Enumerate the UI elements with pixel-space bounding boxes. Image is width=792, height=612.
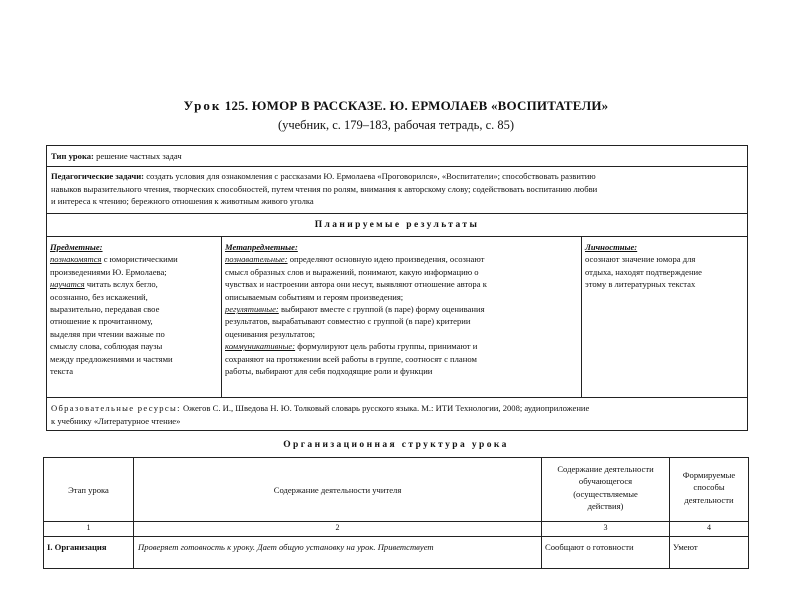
subject-results [50,241,220,377]
subject-line: текста [50,366,74,377]
col-header-teacher: Содержание деятельности учителя [273,485,402,495]
lesson-title-text: 125. ЮМОР В РАССКАЗЕ. Ю. ЕРМОЛАЕВ «ВОСПИТАТЕЛИ» [224,98,609,113]
subject-results-header: Предметные: [50,242,103,252]
meta-line: коммуникативные: формулируют цель работы группы, принимают и [225,341,478,352]
structure-heading: Организационная структура урока [283,440,509,450]
subject-line: произведениями Ю. Ермолаева; [50,266,167,277]
meta-line: описываемым событиям и героям произведения; [225,291,404,302]
lesson-subtitle: (учебник, с. 179–183, рабочая тетрадь, с. 85) [277,118,515,132]
planned-results-table [46,236,748,398]
lesson-title-word: Урок [183,98,222,113]
personal-results [585,241,747,291]
meta-line: смысл образных слов и выражений, понимают, какую информацию о [225,266,479,277]
col-header-skills: Формируемые способы деятельности [682,470,736,505]
results-divider-2 [581,237,582,397]
col-header-stage: Этап урока [68,485,109,495]
row-student-activity: Сообщают о готовности [545,542,634,552]
subject-line: смыслу слова, соблюдая паузы [50,341,163,352]
personal-results-header: Личностные: [585,242,638,252]
structure-table [43,457,749,569]
col-number: 3 [603,523,608,532]
pedagogical-tasks-text-3: и интереса к чтению; бережного отношения к животным живого уголка [51,196,314,207]
meta-line: регулятивные: выбирают вместе с группой (в паре) форму оценивания [225,304,485,315]
meta-line: чувствах и настроении автора они несут, выявляют отношение автора к [225,279,487,290]
subject-line: выделяя при чтении важные по [50,328,165,339]
subject-line: отношение к прочитанному, [50,316,153,327]
row-teacher-activity: Проверяет готовность к уроку. Дает общую установку на урок. Приветствует [138,542,434,552]
col-number: 4 [707,523,711,532]
results-divider-1 [221,237,222,397]
meta-line: оценивания результатов; [225,328,316,339]
meta-line: познавательные: определяют основную идею произведения, осознают [225,254,485,265]
pedagogical-tasks-label: Педагогические задачи: [51,171,145,181]
col-number: 1 [86,523,91,532]
structure-numbers-divider [44,536,748,537]
lesson-title [0,98,792,114]
subject-line: выразительно, передавая свое [50,304,160,315]
meta-line: сохраняют на протяжении всей работы в группе, соотносят с планом [225,353,477,364]
personal-line: отдыха, находят подтверждение [585,266,702,277]
personal-line: осознают значение юмора для [585,254,696,265]
meta-line: работы, выбирают для себя подходящие роли и функции [225,366,433,377]
col-number: 2 [335,523,340,532]
resources-text-1: Ожегов С. И., Шведова Н. Ю. Толковый словарь русского языка. М.: ИТИ Технологии, 2008; аудиоприложение [182,403,590,413]
row-stage: I. Организация [47,542,107,552]
row-skills: Умеют [673,542,698,552]
subject-line: осознанно, без искажений, [50,291,148,302]
meta-results [225,241,577,377]
subject-line: научатся читать вслух бегло, [50,279,158,290]
meta-line: результатов, вырабатывают совместно с группой (в паре) критерии [225,316,471,327]
lesson-type-row [46,145,748,167]
resources-text-2: к учебнику «Литературное чтение» [51,415,181,426]
resources-label: Образовательные ресурсы: [51,403,181,413]
meta-results-header: Метапредметные: [225,242,298,252]
subject-line: между предложениями и частями [50,353,173,364]
col-header-student: Содержание деятельности обучающегося (осуществляемые действия) [557,464,654,512]
structure-divider-1 [133,458,134,568]
subject-line: познакомятся с юмористическими [50,254,178,265]
planned-results-heading-row [46,213,748,237]
pedagogical-tasks-row [46,166,748,214]
lesson-type-value: решение частных задач [96,151,182,161]
planned-results-heading: Планируемые результаты [314,220,480,230]
resources-row [46,397,748,431]
personal-line: этому в литературных текстах [585,279,696,290]
pedagogical-tasks-text-2: навыков выразительного чтения, творческих способностей, путем чтения по ролям, внимания к авторскому слову; содействовать воспитанию любви [51,183,598,194]
pedagogical-tasks-text-1: создать условия для ознакомления с рассказами Ю. Ермолаева «Проговорился», «Воспитатели»; способствовать развитию [146,171,596,181]
lesson-type-label: Тип урока: [51,151,94,161]
